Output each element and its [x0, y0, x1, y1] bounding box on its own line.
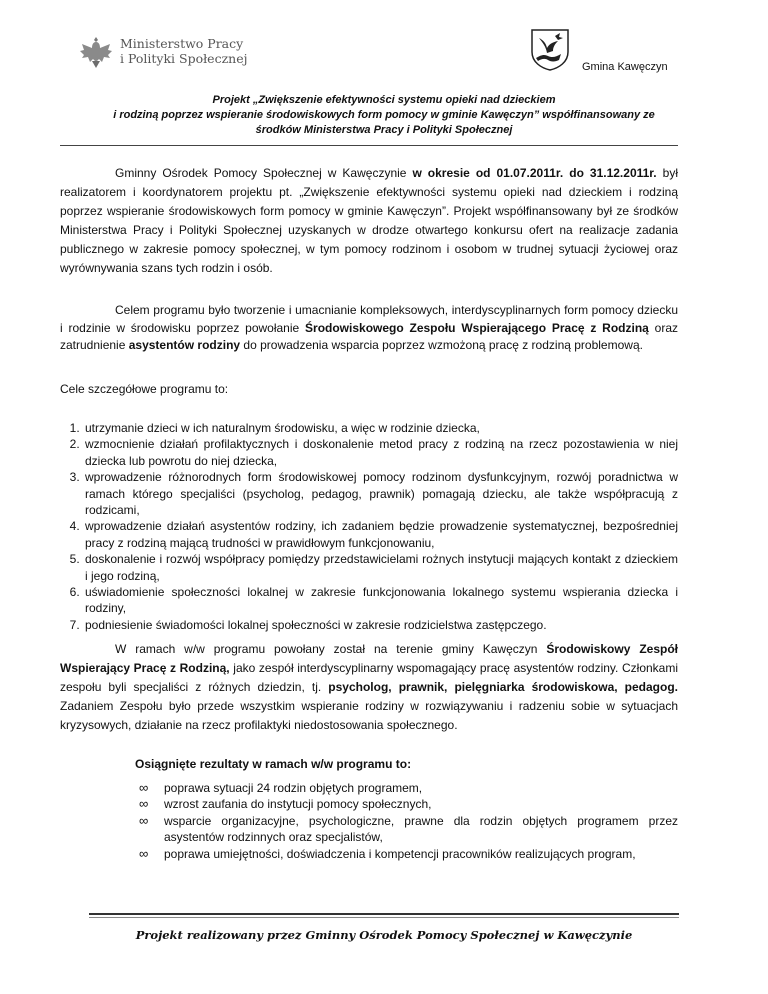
list-item [139, 796, 678, 812]
footer-text: Projekt realizowany przez Gminny Ośrodek Pomocy Społecznej w Kawęczynie [135, 928, 633, 942]
list-item: 5. doskonalenie i rozwój współpracy pomiędzy przedstawicielami rożnych instytucji mających kontakt z dzieckiem i jego rodziną, [83, 551, 678, 584]
ministry-name [120, 36, 247, 66]
footer-divider-thin [89, 917, 679, 918]
infinity-bullet-icon: ∞ [139, 812, 149, 828]
results-list [139, 780, 678, 862]
title-divider [60, 145, 678, 146]
polish-eagle-icon [78, 33, 114, 71]
detailed-goals-heading: Cele szczegółowe programu to: [60, 382, 229, 396]
infinity-bullet-icon: ∞ [139, 780, 149, 795]
list-item: 2. wzmocnienie działań profilaktycznych i doskonalenie metod pracy z rodziną na rzecz pozostawienia w niej dziecka lub powrotu do niej dziecka, [83, 436, 678, 469]
list-item: 3. wprowadzenie różnorodnych form środowiskowej pomocy rodzinom dysfunkcyjnym, rozwój poradnictwa w ramach którego specjaliści (psycholog, pedagog, prawnik) pomagają dziecku, ale także współpracują z rodzicami, [83, 469, 678, 518]
goal-text-1: Celem programu było tworzenie i umacnianie kompleksowych, interdyscyplinarnych form pomocy dziecku i rodzinie w środowisku poprzez powołanie [60, 303, 678, 335]
ministry-logo [78, 33, 248, 71]
result-text: poprawa umiejętności, doświadczenia i kompetencji pracowników realizujących program, [164, 846, 636, 861]
intro-paragraph [60, 164, 678, 278]
infinity-bullet-icon: ∞ [139, 845, 149, 861]
intro-text-1: Gminny Ośrodek Pomocy Społecznej w Kawęczynie [115, 166, 413, 180]
result-text: wsparcie organizacyjne, psychologiczne, prawne dla rodzin objętych programem przez asystentów rodzinnych oraz specjalistów, [164, 813, 678, 845]
goal-text-3: do prowadzenia wsparcia poprzez wzmożoną pracę z rodziną problemową. [240, 338, 643, 352]
list-item [139, 780, 678, 796]
ministry-name-line2: i Polityki Społecznej [120, 51, 248, 66]
results-heading: Osiągnięte rezultaty w ramach w/w programu to: [135, 757, 412, 771]
project-title [60, 93, 708, 138]
detailed-goals-list [60, 420, 678, 633]
goal-paragraph [60, 302, 678, 355]
list-item [139, 846, 678, 862]
infinity-bullet-icon: ∞ [139, 796, 149, 812]
team-text-3: Zadaniem Zespołu było przede wszystkim wspieranie rodziny w rozwiązywaniu i radzeniu sobie w sytuacjach kryzysowych, działanie na rzecz profilaktyki niedostosowania społecznego. [60, 699, 678, 732]
list-item: 7. podniesienie świadomości lokalnej społeczności w zakresie rodzicielstwa zastępczego. [83, 617, 678, 633]
list-item: 1. utrzymanie dzieci w ich naturalnym środowisku, a więc w rodzinie dziecka, [83, 420, 678, 436]
project-title-line1: Projekt „Zwiększenie efektywności systemu opieki nad dzieckiem [212, 94, 556, 106]
list-item [139, 813, 678, 846]
gmina-label: Gmina Kawęczyn [582, 61, 668, 73]
list-item: 6. uświadomienie społeczności lokalnej w zakresie funkcjonowania lokalnego systemu wspierania dziecka i rodziny, [83, 584, 678, 617]
team-text-2: jako zespół interdyscyplinarny wspomagający pracę asystentów rodziny. Członkami zespołu byli specjaliści z różnych dziedzin, tj. [60, 661, 679, 694]
goal-text-2: oraz zatrudnienie [60, 320, 679, 352]
project-title-line2: i rodziną poprzez wspieranie środowiskowych form pomocy w gminie Kawęczyn” współfinansowany ze [113, 109, 655, 121]
intro-text-2: był realizatorem i koordynatorem projektu pt. „Zwiększenie efektywności systemu opieki nad dzieckiem i rodziną poprzez wspieranie środowiskowych form pomocy w gminie Kawęczyn”. Projekt współfinansowany był ze środków Ministerstwa Pracy i Polityki Społecznej uzyskanych w drodze otwartego konkursu ofert na realizacje zadania publicznego w zakresie pomocy społecznej, w tym pomocy rodzinom i osobom w trudnej sytuacji życiowej oraz wyrównywania szans tych rodzin i osób. [60, 166, 678, 275]
footer-divider [89, 913, 679, 915]
team-paragraph [60, 640, 678, 735]
gmina-crest-icon [530, 28, 570, 72]
ministry-name-line1: Ministerstwo Pracy [120, 36, 244, 51]
project-title-line3: środków Ministerstwa Pracy i Polityki Społecznej [255, 124, 513, 136]
goal-team-name: Środowiskowego Zespołu Wspierającego Pracę z Rodziną [305, 320, 649, 335]
intro-period: w okresie od 01.07.2011r. do 31.12.2011r. [412, 166, 657, 180]
goal-assistants: asystentów rodziny [128, 338, 241, 352]
team-name: Środowiskowy Zespół Wspierający Pracę z Rodziną, [60, 642, 678, 675]
team-specialists: psycholog, prawnik, pielęgniarka środowiskowa, pedagog. [328, 680, 678, 694]
list-item: 4. wprowadzenie działań asystentów rodziny, ich zadaniem będzie prowadzenie systematycznej, bezpośredniej pracy z rodziną mającą trudności w prawidłowym funkcjonowaniu, [83, 518, 678, 551]
team-text-1: W ramach w/w programu powołany został na terenie gminy Kawęczyn [115, 642, 547, 656]
result-text: wzrost zaufania do instytucji pomocy społecznych, [164, 797, 432, 812]
result-text: poprawa sytuacji 24 rodzin objętych programem, [164, 781, 423, 795]
